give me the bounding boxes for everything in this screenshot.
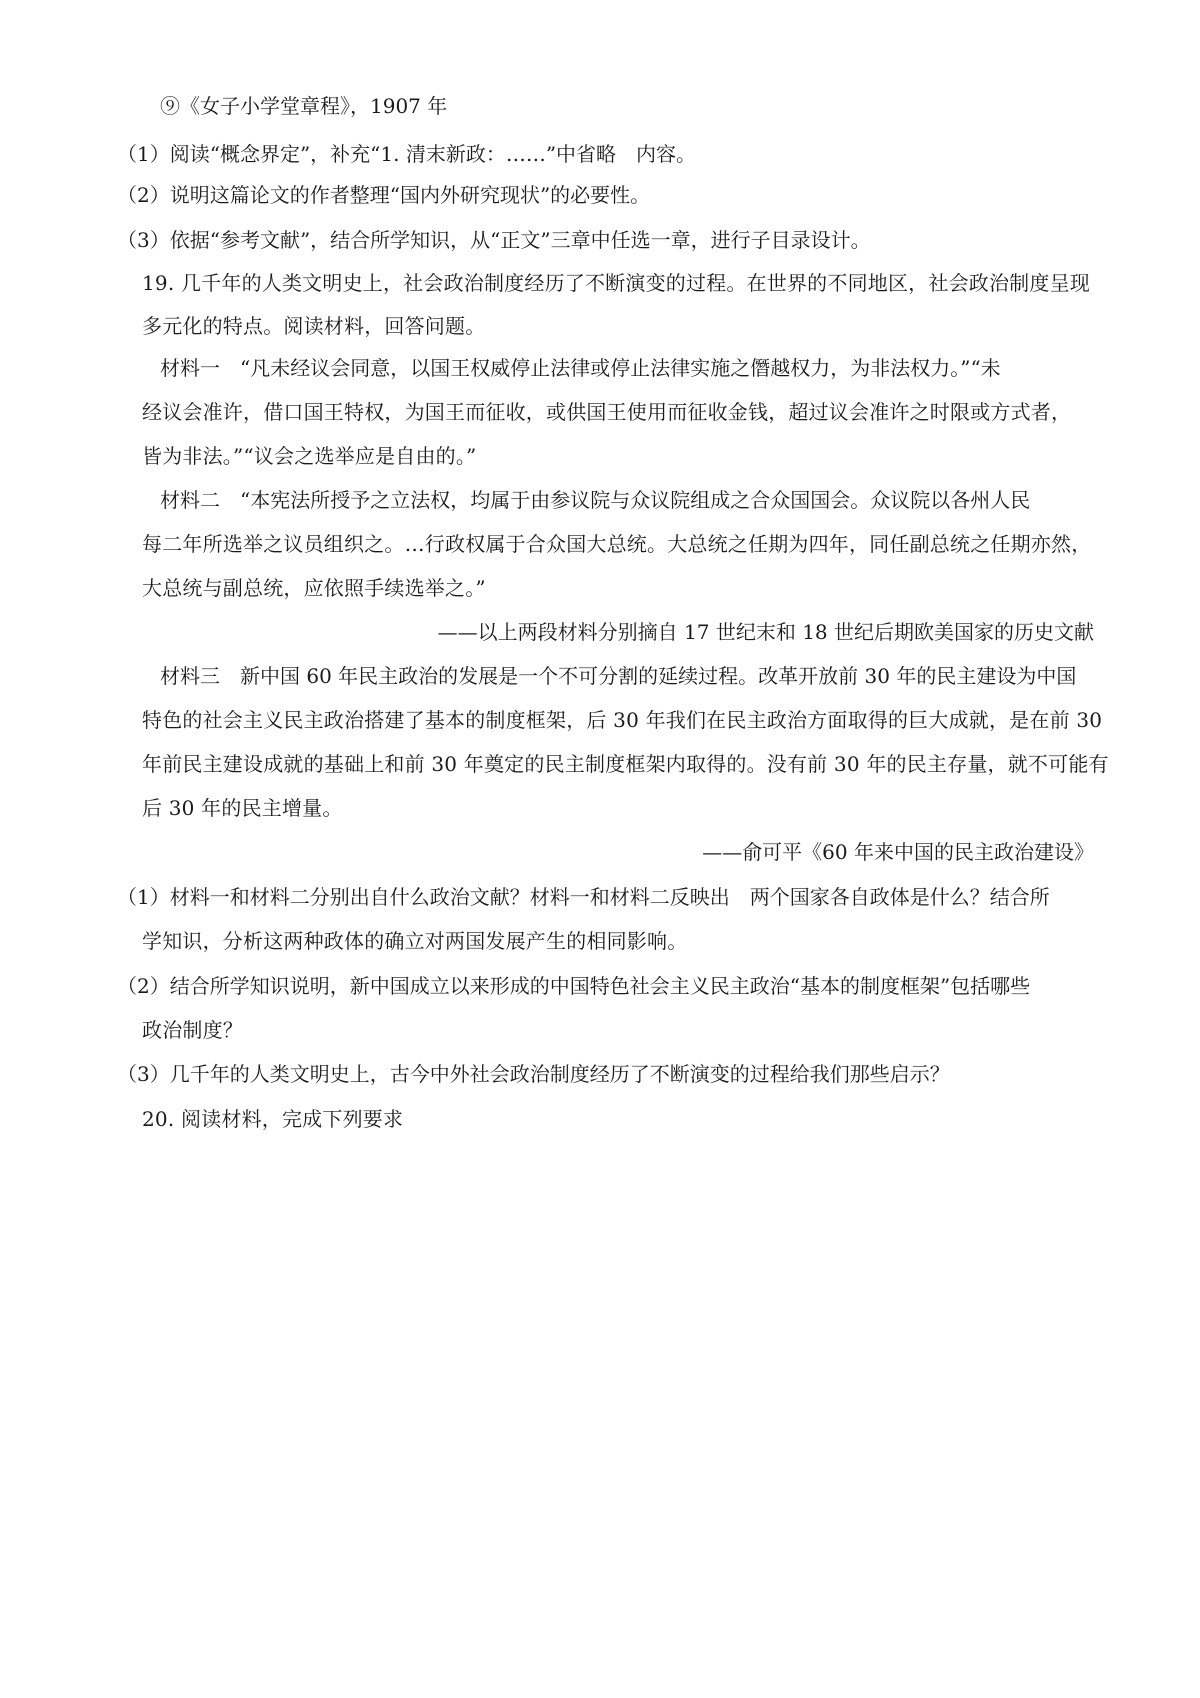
question-19-stem-line-1: 19. 几千年的人类文明史上，社会政治制度经历了不断演变的过程。在世界的不同地区，社会政治制度呈现 xyxy=(142,271,1090,295)
materials-1-2-source: ——以上两段材料分别摘自 17 世纪末和 18 世纪后期欧美国家的历史文献 xyxy=(437,620,1094,644)
material-2-line-1: 材料二 “本宪法所授予之立法权，均属于由参议院与众议院组成之合众国国会。众议院以各州人民 xyxy=(160,488,1031,512)
question-20-stem: 20. 阅读材料，完成下列要求 xyxy=(142,1107,404,1131)
question-18-part-2: （2）说明这篇论文的作者整理“国内外研究现状”的必要性。 xyxy=(117,183,651,207)
question-19-part-1-line-1: （1）材料一和材料二分别出自什么政治文献？材料一和材料二反映出 两个国家各自政体是什么？结合所 xyxy=(117,885,1050,909)
reference-item-9: ⑨《女子小学堂章程》，1907 年 xyxy=(160,94,448,118)
material-1-line-2: 经议会准许，借口国王特权，为国王而征收，或供国王使用而征收金钱，超过议会准许之时限或方式者， xyxy=(142,400,1072,424)
material-3-line-3: 年前民主建设成就的基础上和前 30 年奠定的民主制度框架内取得的。没有前 30 年的民主存量，就不可能有 xyxy=(142,752,1109,776)
material-1-line-3: 皆为非法。”“议会之选举应是自由的。” xyxy=(142,444,477,468)
material-3-source: ——俞可平《60 年来中国的民主政治建设》 xyxy=(702,840,1094,864)
question-19-stem-line-2: 多元化的特点。阅读材料，回答问题。 xyxy=(142,314,486,338)
material-3-line-2: 特色的社会主义民主政治搭建了基本的制度框架，后 30 年我们在民主政治方面取得的巨大成就，是在前 30 xyxy=(142,708,1103,732)
question-18-part-3: （3）依据“参考文献”，结合所学知识，从“正文”三章中任选一章，进行子目录设计。 xyxy=(117,228,871,252)
material-1-line-1: 材料一 “凡未经议会同意，以国王权威停止法律或停止法律实施之僭越权力，为非法权力。”“未 xyxy=(160,356,1001,380)
material-3-line-4: 后 30 年的民主增量。 xyxy=(142,796,343,820)
material-2-line-2: 每二年所选举之议员组织之。…行政权属于合众国大总统。大总统之任期为四年，同任副总统之任期亦然， xyxy=(142,532,1092,556)
material-3-line-1: 材料三 新中国 60 年民主政治的发展是一个不可分割的延续过程。改革开放前 30 年的民主建设为中国 xyxy=(160,664,1077,688)
question-18-part-1: （1）阅读“概念界定”，补充“1. 清末新政：……”中省略 内容。 xyxy=(117,142,697,166)
question-19-part-2-line-1: （2）结合所学知识说明，新中国成立以来形成的中国特色社会主义民主政治“基本的制度框架”包括哪些 xyxy=(117,974,1031,998)
material-2-line-3: 大总统与副总统，应依照手续选举之。” xyxy=(142,576,486,600)
question-19-part-2-line-2: 政治制度？ xyxy=(142,1018,243,1042)
question-19-part-3: （3）几千年的人类文明史上，古今中外社会政治制度经历了不断演变的过程给我们那些启示？ xyxy=(117,1062,950,1086)
question-19-part-1-line-2: 学知识，分析这两种政体的确立对两国发展产生的相同影响。 xyxy=(142,929,688,953)
